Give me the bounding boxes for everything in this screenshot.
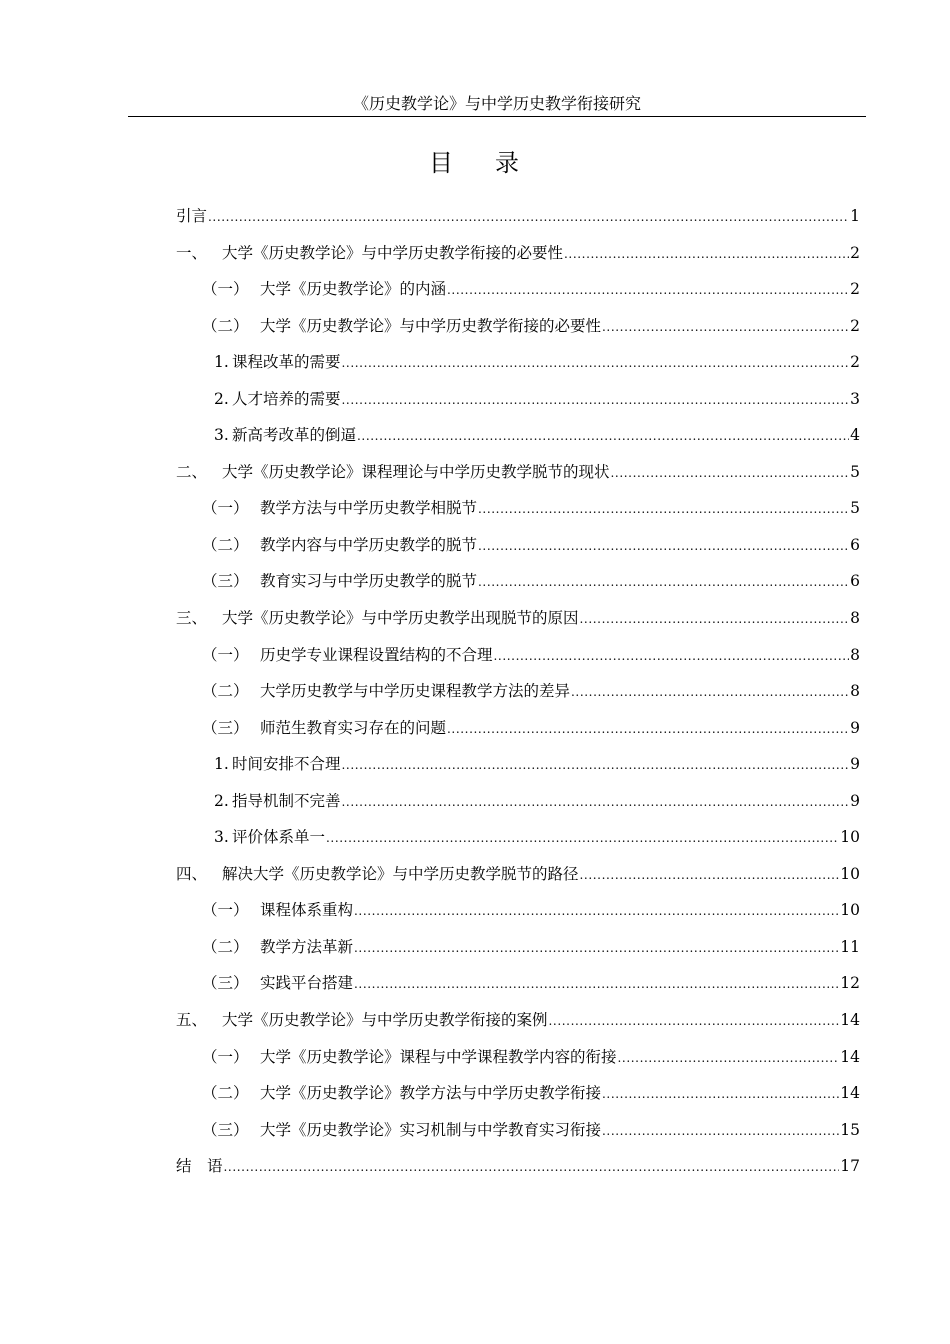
toc-dot-leader <box>342 345 850 381</box>
toc-entry-number: （二） <box>202 682 249 701</box>
toc-entry-label: 时间安排不合理 <box>232 755 341 774</box>
toc-dot-leader <box>224 1149 840 1185</box>
toc-dot-leader <box>549 1003 840 1039</box>
toc-dot-leader <box>478 528 849 564</box>
toc-entry[interactable] <box>176 856 860 893</box>
toc-entry-label: 课程体系重构 <box>260 901 354 920</box>
running-header-title: 《历史教学论》与中学历史教学衔接研究 <box>352 94 641 113</box>
toc-entry-page-number: 2 <box>850 316 860 335</box>
toc-entry-label: 教育实习与中学历史教学的脱节 <box>260 572 478 591</box>
toc-entry-label: 大学历史教学与中学历史课程教学方法的差异 <box>260 682 571 701</box>
toc-entry-page-number: 12 <box>840 974 860 993</box>
toc-entry[interactable] <box>176 819 860 856</box>
toc-entry-label: 指导机制不完善 <box>232 791 341 810</box>
toc-entry[interactable] <box>176 1112 860 1149</box>
toc-entry-page-number: 1 <box>850 207 860 225</box>
toc-entry-page-number: 9 <box>850 718 860 737</box>
toc-entry[interactable] <box>176 381 860 418</box>
toc-entry-number: 四、 <box>176 864 208 883</box>
toc-entry-number: （三） <box>202 974 249 993</box>
toc-title: 目录 <box>429 149 561 177</box>
toc-entry[interactable] <box>176 417 860 454</box>
toc-entry[interactable] <box>176 308 860 345</box>
toc-dot-leader <box>602 309 849 345</box>
toc-dot-leader <box>208 199 849 235</box>
toc-entry-page-number: 11 <box>840 937 860 956</box>
toc-entry-number: 三、 <box>176 609 208 628</box>
toc-dot-leader <box>478 491 849 527</box>
toc-entry-label: 引言 <box>176 207 208 225</box>
toc-entry-label: 教学方法与中学历史教学相脱节 <box>260 499 478 518</box>
toc-entry[interactable] <box>176 892 860 929</box>
toc-entry-label: 教学内容与中学历史教学的脱节 <box>260 535 478 554</box>
toc-entry-page-number: 17 <box>840 1157 860 1176</box>
toc-entry-number: （三） <box>202 718 249 737</box>
toc-entry-label: 人才培养的需要 <box>232 389 341 408</box>
toc-entry[interactable] <box>176 198 860 235</box>
toc-entry-label: 历史学专业课程设置结构的不合理 <box>260 645 493 664</box>
toc-entry-page-number: 5 <box>850 462 860 481</box>
toc-entry-page-number: 4 <box>850 426 860 445</box>
toc-entry-page-number: 10 <box>840 901 860 920</box>
toc-dot-leader <box>611 455 850 491</box>
toc-entry-label: 解决大学《历史教学论》与中学历史教学脱节的路径 <box>222 864 579 883</box>
toc-entry-page-number: 6 <box>850 572 860 591</box>
toc-entry[interactable] <box>176 746 860 783</box>
toc-dot-leader <box>342 784 850 820</box>
toc-entry[interactable] <box>176 637 860 674</box>
toc-entry-label: 大学《历史教学论》与中学历史教学出现脱节的原因 <box>222 609 579 628</box>
toc-entry-label: 结 语 <box>176 1157 223 1176</box>
toc-entry-label: 大学《历史教学论》课程理论与中学历史教学脱节的现状 <box>222 462 610 481</box>
toc-entry[interactable] <box>176 673 860 710</box>
toc-entry[interactable] <box>176 344 860 381</box>
toc-entry-number: （一） <box>202 499 249 518</box>
toc-entry-page-number: 2 <box>850 243 860 262</box>
toc-entry-label: 教学方法革新 <box>260 937 354 956</box>
toc-entry[interactable] <box>176 1075 860 1112</box>
header-rule <box>128 116 866 117</box>
toc-entry-number: （二） <box>202 535 249 554</box>
toc-entry-label: 大学《历史教学论》的内涵 <box>260 280 447 299</box>
toc-entry-page-number: 9 <box>850 755 860 774</box>
toc-dot-leader <box>571 674 849 710</box>
toc-entry-number: （一） <box>202 645 249 664</box>
toc-entry-page-number: 9 <box>850 791 860 810</box>
toc-entry-number: 一、 <box>176 243 208 262</box>
toc-entry[interactable] <box>176 563 860 600</box>
toc-entry-label: 大学《历史教学论》与中学历史教学衔接的必要性 <box>222 243 564 262</box>
toc-dot-leader <box>354 966 839 1002</box>
toc-entry-page-number: 10 <box>840 828 860 847</box>
toc-entry[interactable] <box>176 271 860 308</box>
toc-dot-leader <box>564 236 849 272</box>
toc-entry-number: （一） <box>202 280 249 299</box>
toc-dot-leader <box>618 1040 840 1076</box>
toc-dot-leader <box>447 272 849 308</box>
toc-entry-page-number: 2 <box>850 280 860 299</box>
toc-entry[interactable] <box>176 783 860 820</box>
toc-entry-number: 1. <box>214 755 229 774</box>
toc-entry-number: 3. <box>214 828 229 847</box>
toc-entry[interactable] <box>176 235 860 272</box>
toc-dot-leader <box>580 857 840 893</box>
toc-dot-leader <box>357 418 849 454</box>
toc-entry-label: 课程改革的需要 <box>232 353 341 372</box>
toc-dot-leader <box>354 930 839 966</box>
toc-entry-label: 大学《历史教学论》教学方法与中学历史教学衔接 <box>260 1084 602 1103</box>
toc-dot-leader <box>342 382 850 418</box>
toc-entry[interactable] <box>176 710 860 747</box>
toc-entry[interactable] <box>176 965 860 1002</box>
toc-entry-label: 大学《历史教学论》与中学历史教学衔接的必要性 <box>260 316 602 335</box>
toc-entry-number: 3. <box>214 426 229 445</box>
toc-entry-number: （二） <box>202 1084 249 1103</box>
toc-entry[interactable] <box>176 1148 860 1185</box>
toc-entry-label: 评价体系单一 <box>232 828 326 847</box>
toc-dot-leader <box>602 1113 839 1149</box>
toc-dot-leader <box>602 1076 839 1112</box>
toc-entry[interactable] <box>176 527 860 564</box>
toc-entry-page-number: 8 <box>850 645 860 664</box>
toc-entry-page-number: 8 <box>850 682 860 701</box>
toc-dot-leader <box>354 893 839 929</box>
toc-entry-number: 2. <box>214 389 229 408</box>
toc-entry-page-number: 2 <box>850 353 860 372</box>
toc-entry-page-number: 3 <box>850 389 860 408</box>
toc-entry[interactable] <box>176 454 860 491</box>
toc-dot-leader <box>447 711 849 747</box>
toc-dot-leader <box>478 564 849 600</box>
toc-entry-number: 1. <box>214 353 229 372</box>
toc-list <box>176 198 860 1185</box>
toc-entry-number: 二、 <box>176 462 208 481</box>
toc-entry[interactable] <box>176 1039 860 1076</box>
toc-entry-page-number: 15 <box>840 1120 860 1139</box>
toc-entry-page-number: 8 <box>850 609 860 628</box>
toc-entry-number: 2. <box>214 791 229 810</box>
toc-entry-number: （二） <box>202 316 249 335</box>
toc-entry-label: 大学《历史教学论》课程与中学课程教学内容的衔接 <box>260 1047 617 1066</box>
toc-entry-page-number: 6 <box>850 535 860 554</box>
toc-entry-number: （一） <box>202 901 249 920</box>
toc-entry-page-number: 14 <box>840 1047 860 1066</box>
toc-entry-page-number: 14 <box>840 1011 860 1030</box>
toc-entry-label: 大学《历史教学论》实习机制与中学教育实习衔接 <box>260 1120 602 1139</box>
toc-dot-leader <box>580 601 850 637</box>
toc-entry-number: （一） <box>202 1047 249 1066</box>
toc-entry[interactable] <box>176 1002 860 1039</box>
toc-entry-number: （三） <box>202 572 249 591</box>
toc-entry-page-number: 5 <box>850 499 860 518</box>
toc-dot-leader <box>326 820 839 856</box>
toc-entry-label: 实践平台搭建 <box>260 974 354 993</box>
toc-entry[interactable] <box>176 490 860 527</box>
toc-dot-leader <box>494 638 850 674</box>
toc-dot-leader <box>342 747 850 783</box>
toc-entry-label: 新高考改革的倒逼 <box>232 426 357 445</box>
toc-entry-number: （二） <box>202 937 249 956</box>
toc-entry-page-number: 14 <box>840 1084 860 1103</box>
toc-entry[interactable] <box>176 600 860 637</box>
toc-entry-label: 师范生教育实习存在的问题 <box>260 718 447 737</box>
toc-entry-label: 大学《历史教学论》与中学历史教学衔接的案例 <box>222 1011 548 1030</box>
toc-entry-number: （三） <box>202 1120 249 1139</box>
toc-entry-page-number: 10 <box>840 864 860 883</box>
toc-entry[interactable] <box>176 929 860 966</box>
toc-entry-number: 五、 <box>176 1011 208 1030</box>
